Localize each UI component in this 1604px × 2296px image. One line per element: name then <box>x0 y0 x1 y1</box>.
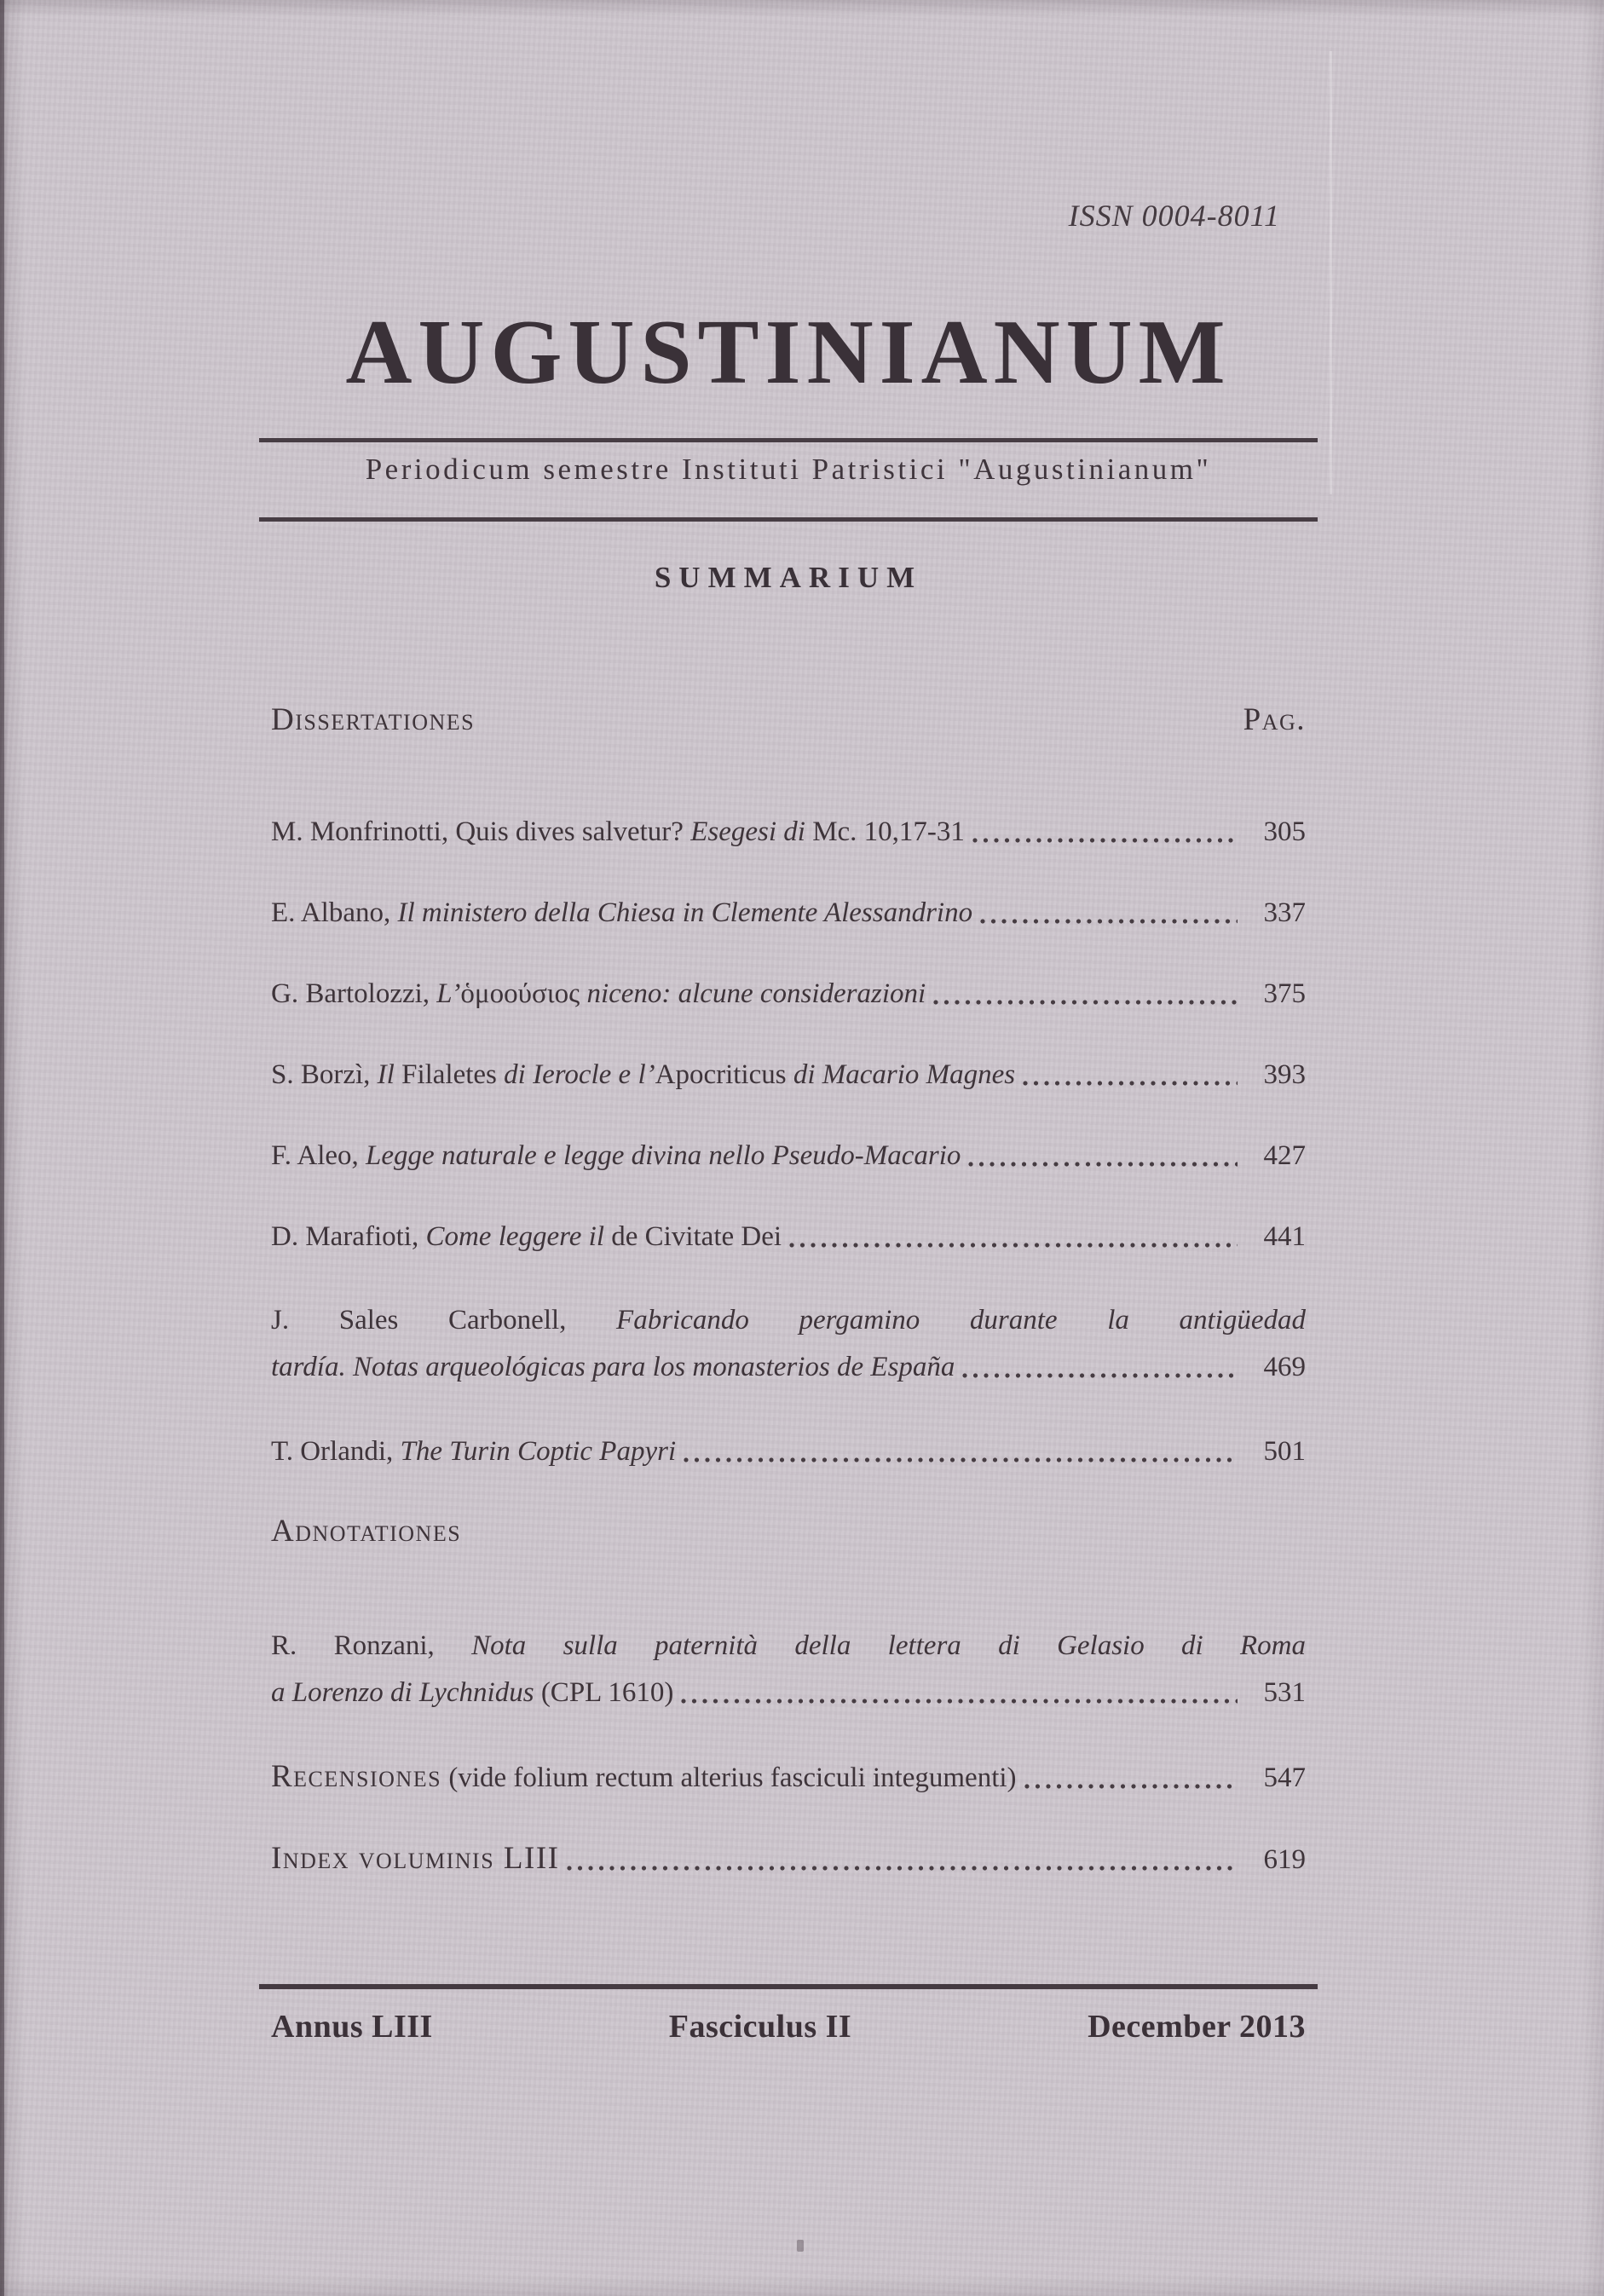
dotted-leader <box>789 1239 1238 1248</box>
toc-text-segment: Come leggere il <box>425 1221 612 1252</box>
paper-speck <box>797 2240 804 2252</box>
toc-entry <box>271 1838 1306 1880</box>
toc-text-segment: de Civitate Dei <box>611 1221 782 1252</box>
toc-entry-text <box>271 1344 955 1391</box>
toc-entry <box>271 973 1306 1014</box>
toc-text-segment: Recensiones <box>271 1759 442 1794</box>
toc-row-line <box>271 1344 1306 1391</box>
toc-entry-text <box>271 892 972 933</box>
toc-entry <box>271 1135 1306 1176</box>
toc-entry-wrapped-line <box>271 1297 1306 1344</box>
toc-entry <box>271 892 1306 933</box>
journal-subtitle: Periodicum semestre Instituti Patristici "Augustinianum" <box>365 453 1212 486</box>
toc-entry <box>271 811 1306 852</box>
toc-text-segment: The Turin Coptic Papyri <box>400 1436 677 1467</box>
toc-entry <box>271 1623 1306 1716</box>
toc-entry-text <box>271 1757 1017 1798</box>
page-number: 619 <box>1263 1844 1306 1875</box>
table-of-contents <box>271 701 1306 1920</box>
toc-text-segment: niceno: alcune considerazioni <box>586 978 926 1009</box>
page-number: 441 <box>1263 1221 1306 1252</box>
scan-left-edge <box>0 0 4 2296</box>
toc-entry <box>271 1054 1306 1095</box>
toc-section-heading <box>271 1512 1306 1551</box>
toc-entry <box>271 1431 1306 1472</box>
issn-text: ISSN 0004-8011 <box>1068 199 1280 233</box>
footer <box>271 2008 1306 2045</box>
footer-annus: Annus LIII <box>271 2009 433 2045</box>
toc-text-segment: Index voluminis LIII <box>271 1841 560 1876</box>
section-heading-label: Dissertationes <box>271 702 476 737</box>
dotted-leader <box>681 1695 1238 1704</box>
toc-text-segment: Esegesi di <box>690 816 813 847</box>
toc-entry-text <box>271 1670 673 1716</box>
paper-crease <box>1330 51 1332 494</box>
toc-entry-text <box>271 1431 676 1472</box>
page-number: 305 <box>1263 816 1306 847</box>
toc-text-segment: tardía. Notas arqueológicas para los monasterios de España <box>271 1352 955 1382</box>
toc-text-segment: (CPL 1610) <box>540 1677 674 1708</box>
toc-text-segment: Apocriticus <box>655 1059 793 1090</box>
toc-text-segment: D. Marafioti, <box>271 1221 426 1252</box>
dotted-leader <box>972 834 1238 843</box>
toc-text-segment: M. Monfrinotti, Quis dives salvetur? <box>271 816 691 847</box>
page-number: 501 <box>1263 1436 1306 1467</box>
toc-entry <box>271 1757 1306 1798</box>
toc-text-segment: Legge naturale e legge divina nello Pseudo-Macario <box>366 1140 961 1171</box>
toc-section-heading <box>271 701 1306 740</box>
dotted-leader <box>567 1862 1238 1871</box>
page-number: 427 <box>1263 1140 1306 1171</box>
page-number: 531 <box>1263 1677 1306 1708</box>
toc-text-segment: S. Borzì, <box>271 1059 378 1090</box>
title-rule-bottom <box>259 517 1318 522</box>
toc-text-segment: ὁμοούσιος <box>460 978 587 1009</box>
dotted-leader <box>980 915 1238 924</box>
toc-text-segment: R. Ronzani, <box>271 1630 472 1661</box>
toc-text-segment: L’ <box>436 978 461 1009</box>
dotted-leader <box>1023 1077 1238 1086</box>
footer-fasciculus: Fasciculus II <box>668 2009 852 2045</box>
toc-text-segment: G. Bartolozzi, <box>271 978 437 1009</box>
page-number: 547 <box>1263 1762 1306 1793</box>
page-number: 469 <box>1263 1352 1306 1382</box>
summary-heading: SUMMARIUM <box>654 561 923 594</box>
toc-entry-wrapped-line <box>271 1623 1306 1670</box>
toc-text-segment: Il <box>377 1059 402 1090</box>
toc-text-segment: Fabricando pergamino durante la antigüedad <box>616 1305 1306 1335</box>
toc-text-segment: di Macario Magnes <box>793 1059 1016 1090</box>
toc-entry-text <box>271 973 926 1014</box>
toc-entry-text <box>271 1838 559 1880</box>
toc-entry-text <box>271 811 965 852</box>
dotted-leader <box>968 1158 1238 1167</box>
toc-entry-text <box>271 1216 782 1257</box>
toc-text-segment: T. Orlandi, <box>271 1436 401 1467</box>
toc-entry <box>271 1297 1306 1391</box>
footer-date: December 2013 <box>1088 2009 1306 2045</box>
footer-rule <box>259 1984 1318 1989</box>
toc-text-segment: Mc. 10,17-31 <box>812 816 965 847</box>
toc-text-segment: E. Albano, <box>271 897 398 928</box>
dotted-leader <box>684 1454 1238 1462</box>
page-number: 375 <box>1263 978 1306 1009</box>
toc-row-line <box>271 1670 1306 1716</box>
toc-text-segment: Nota sulla paternità della lettera di Gelasio di Roma <box>471 1630 1306 1661</box>
toc-entry <box>271 1216 1306 1257</box>
section-heading-label: Adnotationes <box>271 1514 462 1549</box>
dotted-leader <box>962 1370 1238 1378</box>
toc-text-segment: Il ministero della Chiesa in Clemente Alessandrino <box>397 897 973 928</box>
page-column-label: Pag. <box>1243 702 1306 737</box>
toc-text-segment: (vide folium rectum alterius fasciculi integumenti) <box>441 1762 1017 1793</box>
dotted-leader <box>1024 1780 1238 1789</box>
toc-text-segment: F. Aleo, <box>271 1140 366 1171</box>
toc-text-segment: di Ierocle e l’ <box>504 1059 655 1090</box>
title-rule-top <box>259 438 1318 442</box>
toc-text-segment: Filaletes <box>401 1059 505 1090</box>
page-number: 337 <box>1263 897 1306 928</box>
page-number: 393 <box>1263 1059 1306 1090</box>
toc-entry-text <box>271 1054 1015 1095</box>
toc-text-segment: a Lorenzo di Lychnidus <box>271 1677 541 1708</box>
toc-text-segment: J. Sales Carbonell, <box>271 1305 617 1335</box>
dotted-leader <box>933 996 1238 1005</box>
journal-title: AUGUSTINIANUM <box>345 302 1232 403</box>
toc-entry-text <box>271 1135 961 1176</box>
